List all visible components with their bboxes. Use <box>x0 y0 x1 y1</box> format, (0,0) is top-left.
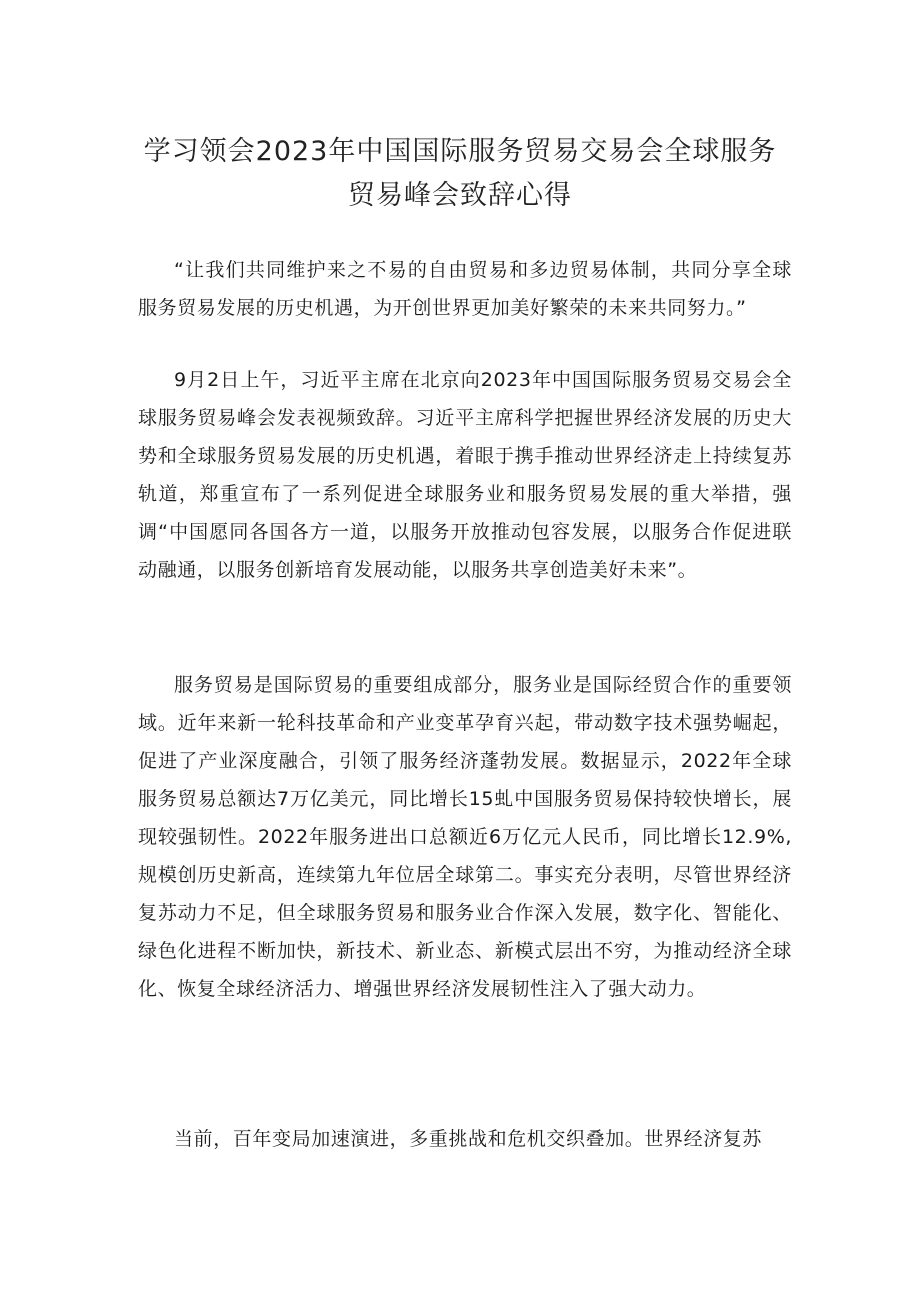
title-line-1: 学习领会2023年中国国际服务贸易交易会全球服务 <box>143 136 777 167</box>
document-title <box>100 130 820 218</box>
paragraph-quote: “让我们共同维护来之不易的自由贸易和多边贸易体制，共同分享全球服务贸易发展的历史机遇，为开创世界更加美好繁荣的未来共同努力。” <box>138 259 792 319</box>
paragraph-service-trade: 服务贸易是国际贸易的重要组成部分，服务业是国际经贸合作的重要领域。近年来新一轮科技革命和产业变革孕育兴起，带动数字技术强势崛起，促进了产业深度融合，引领了服务经济蓬勃发展。数据显示，2022年全球服务贸易总额达7万亿美元，同比增长15虬中国服务贸易保持较快增长，展现较强韧性。2022年服务进出口总额近6万亿元人民币，同比增长12.9%,规模创历史新高，连续第九年位居全球第二。事实充分表明，尽管世界经济复苏动力不足，但全球服务贸易和服务业合作深入发展，数字化、智能化、绿色化进程不断加快，新技术、新业态、新模式层出不穷，为推动经济全球化、恢复全球经济活力、增强世界经济发展韧性注入了强大动力。 <box>138 674 792 1000</box>
paragraph-current-situation: 当前，百年变局加速演进，多重挑战和危机交织叠加。世界经济复苏 <box>174 1128 763 1150</box>
title-line-2: 贸易峰会致辞心得 <box>348 180 572 211</box>
paragraph-speech: 9月2日上午，习近平主席在北京向2023年中国国际服务贸易交易会全球服务贸易峰会发表视频致辞。习近平主席科学把握世界经济发展的历史大势和全球服务贸易发展的历史机遇，着眼于携手推动世界经济走上持续复苏轨道，郑重宣布了一系列促进全球服务业和服务贸易发展的重大举措，强调“中国愿同各国各方一道，以服务开放推动包容发展，以服务合作促进联动融通，以服务创新培育发展动能，以服务共享创造美好未来”。 <box>138 369 792 581</box>
